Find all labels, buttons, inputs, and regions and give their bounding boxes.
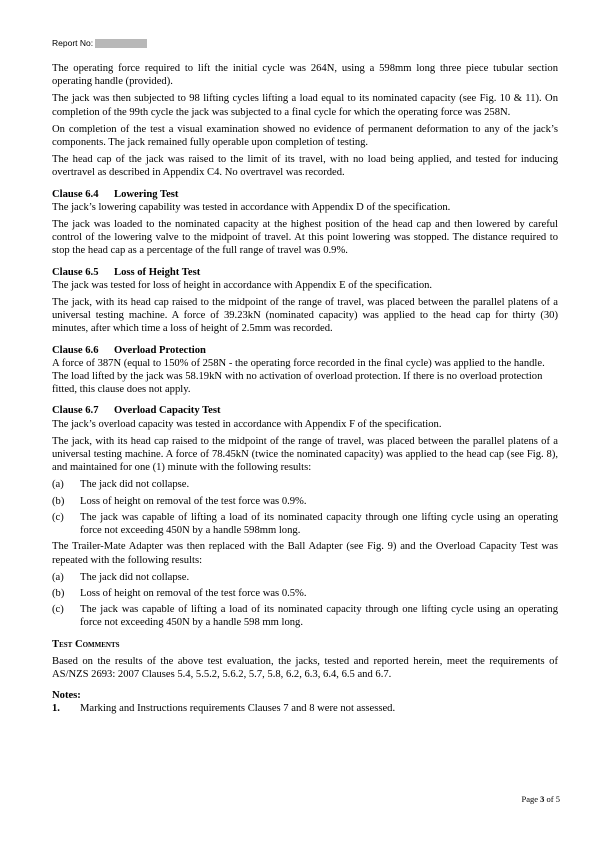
list-marker: (b)	[52, 587, 65, 599]
list-text: The jack did not collapse.	[80, 479, 190, 491]
list-marker: (a)	[52, 479, 64, 491]
list-text: The jack was capable of lifting a load of its nominated capacity through one lifting cycle using an operating force not exceeding 450N by a handle 598 mm long.	[80, 604, 558, 629]
list-marker: (a)	[52, 571, 64, 583]
clause-number: Clause 6.4	[52, 188, 99, 200]
clause-paragraph: The jack’s lowering capability was tested in accordance with Appendix D of the specification.	[52, 201, 451, 213]
page-suffix: of 5	[546, 794, 560, 804]
list-item	[52, 603, 558, 629]
note-item	[52, 702, 558, 715]
intro-paragraph: The jack was then subjected to 98 lifting cycles lifting a load equal to its nominated capacity (see Fig. 10 & 11). On completion of the 99th cycle the jack was subjected to a final cycle for which the operating force was 258N.	[52, 93, 558, 118]
clause-6-7-heading	[52, 404, 558, 417]
clause-6-6-heading	[52, 344, 558, 357]
page-current: 3	[540, 794, 545, 804]
intro-paragraph: The head cap of the jack was raised to the limit of its travel, with no load being applied, and tested for inducing overtravel as described in Appendix C4. No overtravel was recorded.	[52, 154, 558, 179]
clause-6-5-heading	[52, 266, 558, 279]
clause-paragraph: The jack was loaded to the nominated capacity at the highest position of the head cap and then lowered by careful control of the lowering valve to the midpoint of travel. At this point lowering was stopped. The distance required to stop the head cap as a percentage of the full range of travel was 0.9%.	[52, 219, 558, 257]
clause-paragraph: The jack, with its head cap raised to the midpoint of the range of travel, was placed between the parallel platens of a universal testing machine. A force of 78.45kN (twice the nominated capacity) was applied to the head cap (see Fig. 8), and maintained for one (1) minute with the following results:	[52, 435, 558, 474]
list-item	[52, 587, 558, 600]
redacted-report-number	[95, 39, 147, 48]
list-item	[52, 571, 558, 584]
clause-paragraph: The jack, with its head cap raised to the midpoint of the range of travel, was placed between the parallel platens of a universal testing machine. A force of 39.23kN (nominated capacity) was applied to the head cap for thirty (30) minutes, after which time a loss of height of 2.5mm was recorded.	[52, 297, 558, 335]
clause-title: Overload Protection	[114, 344, 206, 356]
list-item	[52, 495, 558, 508]
clause-6-4-heading	[52, 188, 558, 201]
notes-heading: Notes:	[52, 690, 81, 702]
list-marker: (c)	[52, 604, 64, 616]
document-body	[52, 62, 558, 716]
list-text: The jack did not collapse.	[80, 571, 190, 583]
clause-paragraph: A force of 387N (equal to 150% of 258N - the operating force recorded in the final cycle) was applied to the handle. The load lifted by the jack was 58.19kN with no activation of overload protection. If there is no overload protection fitted, this clause does not apply.	[52, 357, 545, 396]
clause-paragraph: The jack was tested for loss of height in accordance with Appendix E of the specification.	[52, 279, 433, 291]
test-comments-body: Based on the results of the above test evaluation, the jacks, tested and reported herein, meet the requirements of AS/NZS 2693: 2007 Clauses 5.4, 5.5.2, 5.6.2, 5.7, 5.8, 6.2, 6.3, 6.4, 6.5 and 6.7.	[52, 655, 558, 680]
clause-number: Clause 6.6	[52, 344, 99, 356]
list-text: The jack was capable of lifting a load of its nominated capacity through one lifting cycle using an operating force not exceeding 450N by a handle 598mm long.	[80, 511, 558, 537]
results-list-2	[52, 571, 558, 630]
test-comments-heading: Test Comments	[52, 638, 120, 650]
clause-title: Loss of Height Test	[114, 266, 201, 278]
page-number	[522, 794, 561, 804]
report-number-label: Report No:	[52, 38, 94, 48]
list-item	[52, 478, 558, 491]
clause-number: Clause 6.7	[52, 405, 99, 417]
list-text: Loss of height on removal of the test force was 0.9%.	[80, 495, 307, 507]
note-marker: 1.	[52, 703, 60, 715]
clause-paragraph: The jack’s overload capacity was tested in accordance with Appendix F of the specification.	[52, 418, 442, 430]
intro-paragraph: The operating force required to lift the initial cycle was 264N, using a 598mm long three piece tubular section operating handle (provided).	[52, 63, 558, 88]
list-item	[52, 511, 558, 537]
list-text: Loss of height on removal of the test force was 0.5%.	[80, 587, 307, 599]
note-text: Marking and Instructions requirements Clauses 7 and 8 were not assessed.	[80, 703, 396, 715]
clause-title: Overload Capacity Test	[114, 405, 221, 417]
intro-paragraph: On completion of the test a visual examination showed no evidence of permanent deformation to any of the jack’s components. The jack remained fully operable upon completion of testing.	[52, 123, 558, 149]
list-marker: (c)	[52, 511, 64, 523]
page-prefix: Page	[521, 794, 539, 804]
results-list-1	[52, 478, 558, 537]
clause-paragraph: The Trailer-Mate Adapter was then replaced with the Ball Adapter (see Fig. 9) and the Overload Capacity Test was repeated with the following results:	[52, 541, 558, 566]
report-number	[52, 38, 147, 48]
clause-number: Clause 6.5	[52, 266, 99, 278]
list-marker: (b)	[52, 495, 65, 507]
clause-title: Lowering Test	[114, 188, 179, 200]
